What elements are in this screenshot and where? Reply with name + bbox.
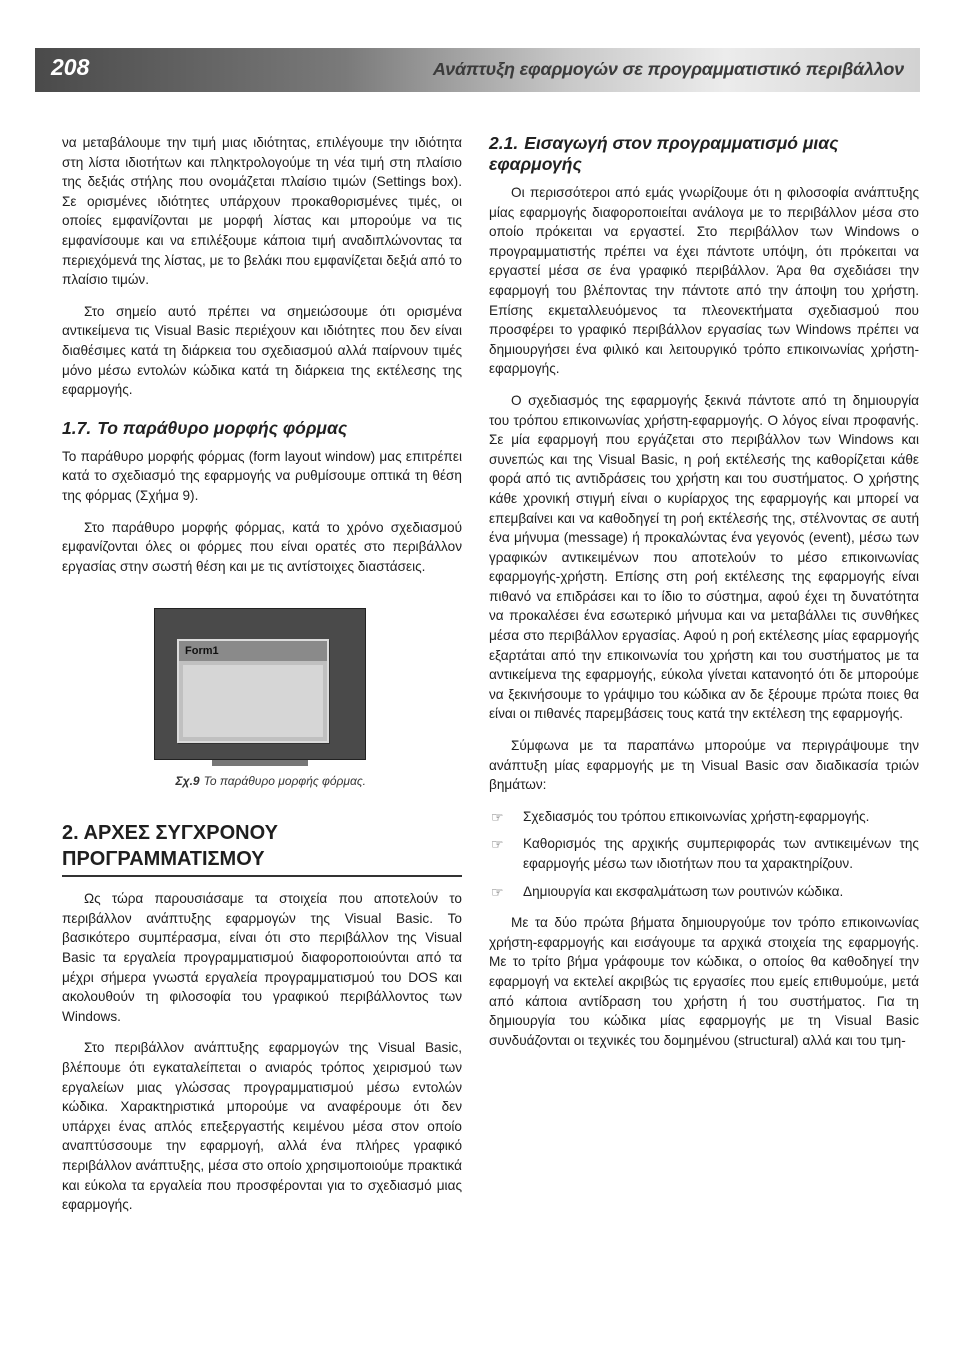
form-body bbox=[183, 665, 323, 737]
paragraph: Ως τώρα παρουσιάσαμε τα στοιχεία που αποτελούν το περιβάλλον ανάπτυξης εφαρμογών της Visual Basic. Το βασικότερο συμπέρασμα, είναι ότι στο περιβάλλον της Visual Basic τα εργαλεία προγραμματισμού διαφοροποιούνται από τα μέχρι σήμερα γνωστά εργαλεία προγραμματισμού του DOS και ακολουθούν τη φιλοσοφία του γραφικού περιβάλλοντος των Windows. bbox=[62, 891, 462, 1024]
list-item bbox=[489, 882, 919, 902]
section-title-text: Εισαγωγή στον προγραμματισμό μιας εφαρμογής bbox=[489, 133, 839, 174]
hand-pointer-icon: ☞ bbox=[491, 808, 504, 825]
list-item bbox=[489, 834, 919, 873]
monitor-screen bbox=[154, 608, 366, 760]
paragraph: Το παράθυρο μορφής φόρμας (form layout window) μας επιτρέπει κατά το σχεδιασμό της εφαρμογής να ρυθμίσουμε οπτικά τη θέση της φόρμας (Σχήμα 9). bbox=[62, 448, 462, 503]
list-item-text: Δημιουργία και εκσφαλμάτωση των ρουτινών κώδικα. bbox=[523, 883, 844, 899]
paragraph: Ο σχεδιασμός της εφαρμογής ξεκινά πάντοτε από τη δημιουργία του τρόπου επικοινωνίας χρήστη-εφαρμογής. Ο λόγος είναι προφανής. Σε μία εφαρμογή που εργάζεται στο περιβάλλον των Windows και συνεπώς και της Visual Basic, η ροή εκτέλεσής της καθορίζεται κάθε φορά από τις αντιδράσεις του χρήστη και του συστήματος. Ο χρήστης κάθε χρονική στιγμή είναι ο κυρίαρχος της εφαρμογής και μπορεί να επεμβαίνει και να καθοδηγεί τη ροή εκτέλεσής της, στέλνοντας σε αυτή ένα μήνυμα (message) ή προκαλώντας ένα γεγονός (event), μέσω των γραφικών αντικειμένων που αποτελούν το μέσο επικοινωνίας εφαρμογής-χρήστη. Επίσης στη ροή εκτέλεσης της εφαρμογής είναι πιθανό να επιδράσει και το ίδιο το σύστημα, αφού έχει τη δυνατότητα να προκαλέσει ένα εσωτερικό μήνυμα και να μεταβάλλει τις συνθήκες μέσα στο περιβάλλον εργασίας. Αφού η ροή εκτέλεσης μίας εφαρμογής εξαρτάται από την επικοινωνία του χρήστη και του συστήματος με τα αντικείμενα της εφαρμογής, εύκολα γίνεται κατανοητό ότι δε μπορούμε να ξεκινήσουμε το γράψιμο του κώδικα αν δε ξέρουμε πρώτα ποιες θα είναι οι πιθανές παρεμβάσεις τους κατά την εκτέλεση της εφαρμογής. bbox=[489, 392, 919, 722]
paragraph: να μεταβάλουμε την τιμή μιας ιδιότητας, επιλέγουμε την ιδιότητα στη λίστα ιδιοτήτων και πληκτρολογούμε τη νέα τιμή στη πλαίσιο της δεξιάς στήλης που ονομάζεται πλαίσιο τιμών (Settings box). Σε ορισμένες ιδιότητες υπάρχουν προκαθορισμένες τιμές, οι οποίες εμφανίζονται με μορφή λίστας και μπορούμε να τις εμφανίσουμε και να επιλέξουμε κάποια τιμή αναδιπλώνοντας τα περιεχόμενά της λίστας, με το βελάκι που εμφανίζεται δεξιά από το πλαίσιο τιμών. bbox=[62, 135, 462, 288]
page-number: 208 bbox=[51, 54, 90, 80]
right-column bbox=[489, 133, 919, 1062]
hand-pointer-icon: ☞ bbox=[491, 836, 504, 853]
paragraph: Σύμφωνα με τα παραπάνω μπορούμε να περιγράψουμε την ανάπτυξη μίας εφαρμογής με τη Visual Basic σαν διαδικασία τριών βημάτων: bbox=[489, 738, 919, 793]
list-item-text: Σχεδιασμός του τρόπου επικοινωνίας χρήστη-εφαρμογής. bbox=[523, 808, 870, 824]
section-title-text: Το παράθυρο μορφής φόρμας bbox=[97, 417, 348, 438]
steps-list bbox=[489, 807, 919, 901]
section-heading-1-7 bbox=[62, 418, 462, 439]
paragraph: Στο περιβάλλον ανάπτυξης εφαρμογών της Visual Basic, βλέπουμε ότι εγκαταλείπεται ο ανιαρός τρόπος χειρισμού των εργαλείων μιας γλώσσας προγραμματισμού μέσω εντολών κώδικα. Χαρακτηριστικά μπορούμε να αναφέρουμε ότι δεν υπάρχει ένας απλός επεξεργαστής κειμένου μέσα στον οποίο αναπτύσσουμε την εφαρμογή, αλλά ένα πλήρες γραφικό περιβάλλον ανάπτυξης, μέσα στο οποίο χρησιμοποιούμε πρακτικά και εύκολα τα εργαλεία που προσφέρονται για το σχεδιασμό μιας εφαρμογής. bbox=[62, 1040, 462, 1213]
chapter-title-text: ΑΡΧΕΣ ΣΥΓΧΡΟΝΟΥ ΠΡΟΓΡΑΜΜΑΤΙΣΜΟΥ bbox=[62, 822, 278, 871]
form-preview-window bbox=[177, 639, 329, 743]
section-heading-2-1 bbox=[489, 133, 919, 175]
chapter-heading-2 bbox=[62, 820, 462, 877]
form-titlebar: Form1 bbox=[179, 641, 327, 661]
paragraph: Στο παράθυρο μορφής φόρμας, κατά το χρόνο σχεδιασμού εμφανίζονται όλες οι φόρμες που είναι ορατές στο περιβάλλον εργασίας στην σωστή θέση και με τις αντίστοιχες διαστάσεις. bbox=[62, 519, 462, 574]
page-header bbox=[35, 48, 920, 92]
section-number: 1.7. bbox=[62, 417, 92, 438]
paragraph: Με τα δύο πρώτα βήματα δημιουργούμε τον τρόπο επικοινωνίας χρήστη-εφαρμογής και εισάγουμε τα αρχικά στοιχεία της εφαρμογής. Με το τρίτο βήμα γράφουμε τον κώδικα, ο οποίος θα καθοδηγεί την εφαρμογή να εκτελεί ακριβώς τις εργασίες που εμείς επιθυμούμε, μετά από κάποια αντίδραση του χρήστη ή του συστήματος. Για τη δημιουργία του κώδικα μίας εφαρμογής με τη Visual Basic συνδυάζονται οι τεχνικές του δομημένου (structural) αλλά και του τμη- bbox=[489, 915, 919, 1048]
left-column bbox=[62, 133, 462, 1227]
chapter-number: 2. bbox=[62, 822, 79, 845]
caption-label: Σχ.9 bbox=[175, 774, 200, 789]
list-item-text: Καθορισμός της αρχικής συμπεριφοράς των αντικειμένων της εφαρμογής μέσω των ιδιοτήτων που τα χαρακτηρίζουν. bbox=[523, 836, 919, 871]
hand-pointer-icon: ☞ bbox=[491, 883, 504, 900]
caption-text: Το παράθυρο μορφής φόρμας. bbox=[203, 774, 366, 789]
paragraph: Οι περισσότεροι από εμάς γνωρίζουμε ότι η φιλοσοφία ανάπτυξης μίας εφαρμογής διαφοροποιείται ανάλογα με το περιβάλλον μέσα στο οποίο πρόκειται να εργαστεί. Στο περιβάλλον των Windows ο προγραμματιστής πρέπει να έχει πάντοτε υπόψη, ότι πρόκειται να εργαστεί μέσα σε ένα γραφικό περιβάλλον. Άρα θα σχεδιάσει την εφαρμογή του βλέποντας την πάντοτε από την άποψη του χρήστη. Επίσης εκμεταλλευόμενος τα πλεονεκτήματα σχεδιασμού που προσφέρει το γραφικό περιβάλλον εργασίας των Windows πρέπει να δημιουργήσει ένα φιλικό και λειτουργικό τρόπο επικοινωνίας χρήστη-εφαρμογής. bbox=[489, 185, 919, 377]
monitor-stand bbox=[212, 760, 308, 766]
paragraph: Στο σημείο αυτό πρέπει να σημειώσουμε ότι ορισμένα αντικείμενα τις Visual Basic περιέχουν και ιδιότητες που δεν είναι διαθέσιμες κατά τη διάρκεια του σχεδιασμού αλλά παίρνουν τιμές μόνο μέσω εντολών κώδικα κατά τη διάρκεια της εκτέλεσης της εφαρμογής. bbox=[62, 303, 462, 398]
list-item bbox=[489, 807, 919, 827]
figure-caption bbox=[176, 774, 366, 788]
running-title: Ανάπτυξη εφαρμογών σε προγραμματιστικό περιβάλλον bbox=[432, 59, 904, 79]
figure-form-layout-window bbox=[62, 594, 462, 794]
section-number: 2.1. bbox=[489, 133, 519, 153]
